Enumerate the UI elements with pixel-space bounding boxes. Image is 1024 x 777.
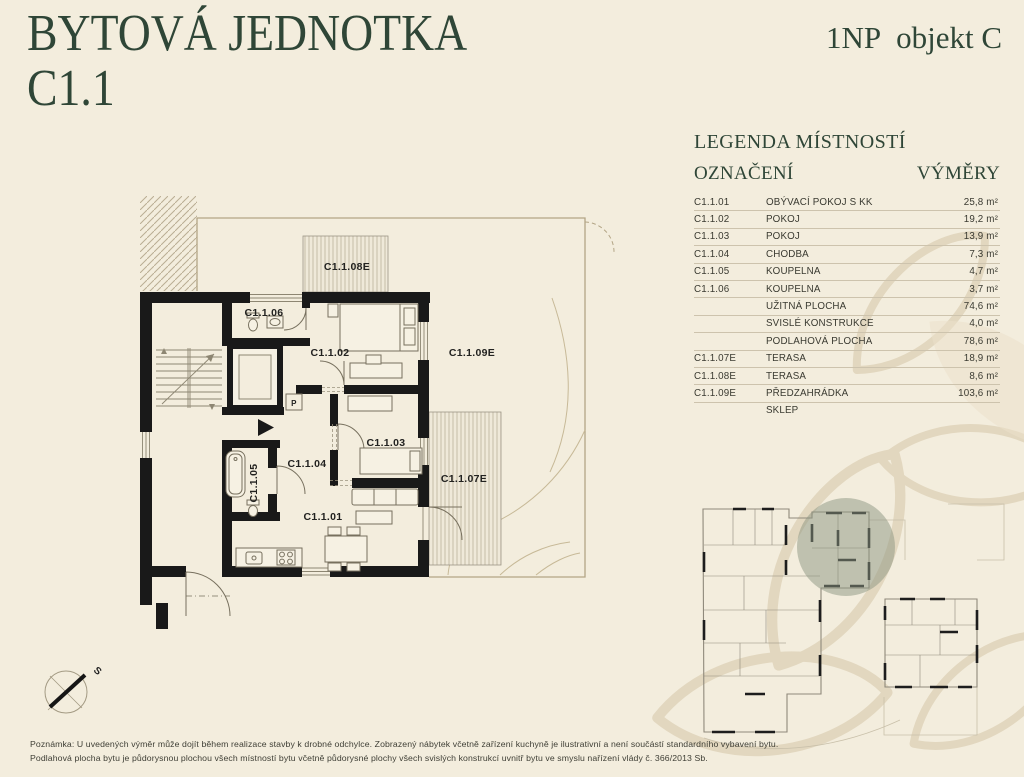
footnote [30,738,975,765]
row-name: OBÝVACÍ POKOJ S KK [766,196,873,208]
row-name: SVISLÉ KONSTRUKCE [766,318,874,330]
row-area: 8,6 m² [969,370,998,382]
table-row [694,403,1000,419]
table-row [694,246,1000,263]
row-code: C1.1.02 [694,214,730,226]
label-bath-C1105: C1.1.05 [248,463,260,503]
compass-north-label: S [90,665,104,678]
garden-gate-arc [585,222,614,252]
row-name: POKOJ [766,214,800,226]
object-label: objekt C [896,20,1002,55]
row-code: C1.1.04 [694,248,730,260]
table-row [694,281,1000,298]
table-row [694,229,1000,246]
compass [45,665,104,713]
row-area: 78,6 m² [963,335,998,347]
table-row [694,316,1000,333]
row-area: 19,2 m² [963,214,998,226]
floor-label: 1NP [825,20,882,55]
legend-col-area: VÝMĚRY [916,163,1000,184]
row-name: TERASA [766,353,807,365]
label-living-C1101: C1.1.01 [303,511,343,523]
row-name: SKLEP [766,405,799,417]
row-name: TERASA [766,370,807,382]
page-title [27,6,467,116]
entrance-arrow [258,419,274,436]
legend-table [694,194,1000,419]
label-terrace-C1108E: C1.1.08E [323,261,371,273]
row-code: C1.1.03 [694,231,730,243]
table-row [694,194,1000,211]
row-code: C1.1.01 [694,196,730,208]
adjacent-building-hatch [140,196,197,291]
table-row [694,333,1000,350]
label-room-C1102: C1.1.02 [310,347,350,359]
row-area: 74,6 m² [963,301,998,313]
terrace-C1107E [429,412,501,565]
row-name: UŽITNÁ PLOCHA [766,301,847,313]
table-row [694,264,1000,281]
compass-needle [50,675,85,707]
row-name: POKOJ [766,231,800,243]
row-code: C1.1.05 [694,266,730,278]
elevator [230,346,280,408]
row-area: 7,3 m² [969,248,998,260]
row-area: 4,7 m² [969,266,998,278]
row-area: 13,9 m² [963,231,998,243]
table-row [694,385,1000,402]
legend-panel [694,131,1000,419]
label-garden-C1109E: C1.1.09E [448,347,496,359]
row-code: C1.1.07E [694,353,737,365]
row-name: PODLAHOVÁ PLOCHA [766,335,873,347]
legend-column-headers [694,163,1000,185]
table-row [694,298,1000,315]
table-row [694,351,1000,368]
page-title-line2: C1.1 [27,60,115,118]
row-area: 25,8 m² [963,196,998,208]
label-terrace-C1107E: C1.1.07E [440,473,488,485]
row-code: C1.1.09E [694,387,737,399]
legend-col-code: OZNAČENÍ [694,163,794,184]
row-area: 4,0 m² [969,318,998,330]
footnote-line2: Podlahová plocha bytu je půdorysnou plochou všech místností bytu včetně půdorysné plochy všech svislých konstrukcí uvnitř bytu ve smyslu nařízení vlády č. 366/2013 Sb. [30,752,708,763]
row-name: CHODBA [766,248,809,260]
label-bath-C1106: C1.1.06 [244,307,284,319]
unit-location-highlight [797,498,895,596]
row-code: C1.1.06 [694,283,730,295]
row-code: C1.1.08E [694,370,737,382]
row-name: KOUPELNA [766,283,821,295]
label-room-C1103: C1.1.03 [366,437,406,449]
row-area: 18,9 m² [963,353,998,365]
table-row [694,368,1000,385]
footnote-line1: Poznámka: U uvedených výměr může dojít během realizace stavby k drobné odchylce. Zobrazený nábytek včetně zařízení kuchyně je ilustrativní a není součástí standardního vybavení bytu. [30,739,779,749]
legend-title: LEGENDA MÍSTNOSTÍ [694,131,906,153]
page-title-line1: BYTOVÁ JEDNOTKA [27,5,468,62]
label-shaft-p: P [291,399,297,408]
stairs [156,348,222,410]
row-name: PŘEDZAHRÁDKA [766,387,849,399]
label-hall-C1104: C1.1.04 [287,458,327,470]
row-name: KOUPELNA [766,266,821,278]
row-area: 3,7 m² [969,283,998,295]
row-area: 103,6 m² [958,387,998,399]
floor-object-tag [826,20,1002,56]
table-row [694,211,1000,228]
